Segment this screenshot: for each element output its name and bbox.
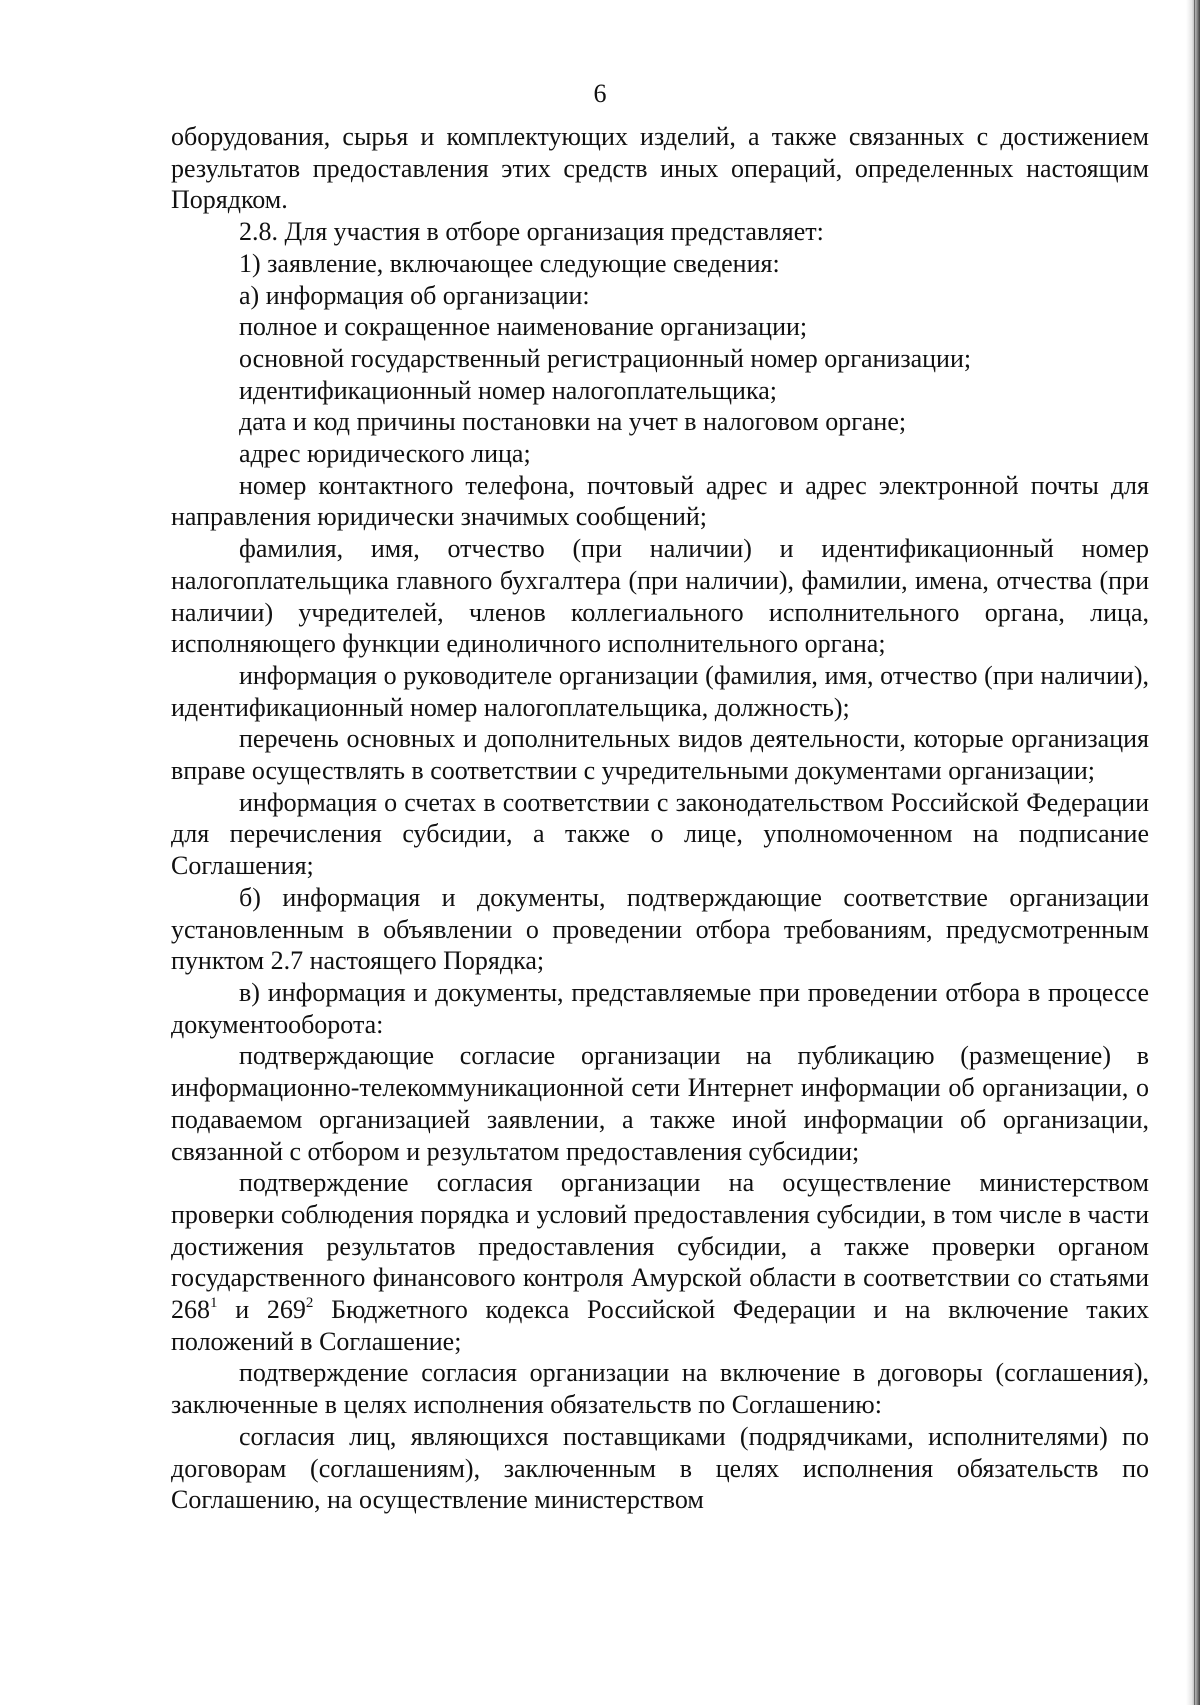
scan-edge-shadow: [1186, 0, 1200, 1705]
paragraph-kpp: дата и код причины постановки на учет в налоговом органе;: [239, 407, 907, 437]
paragraph-org-name: полное и сокращенное наименование организации;: [239, 312, 808, 342]
paragraph-item-v: в) информация и документы, представляемые при проведении отбора в процессе документооборота:: [171, 977, 1149, 1039]
paragraph-chief-accountant: фамилия, имя, отчество (при наличии) и идентификационный номер налогоплательщика главного бухгалтера (при наличии), фамилии, имена, отчества (при наличии) учредителей, членов коллегиального исполнительного органа, лица, исполняющего функции единоличного исполнительного органа;: [171, 534, 1149, 659]
paragraph-director-info: информация о руководителе организации (фамилия, имя, отчество (при наличии), идентификационный номер налогоплательщика, должность);: [171, 660, 1149, 722]
paragraph-item-1: 1) заявление, включающее следующие сведения:: [239, 248, 780, 278]
paragraph-activities: перечень основных и дополнительных видов деятельности, которые организация вправе осуществлять в соответствии с учредительными документами организации;: [171, 724, 1149, 786]
paragraph-item-a: а) информация об организации:: [239, 280, 590, 310]
paragraph-publication-consent: подтверждающие согласие организации на публикацию (размещение) в информационно-телекоммуникационной сети Интернет информации об организации, о подаваемом организацией заявлении, а также иной информации об организации, связанной с отбором и результатом предоставления субсидии;: [171, 1041, 1149, 1166]
superscript-2: 2: [305, 1295, 314, 1312]
paragraph-legal-address: адрес юридического лица;: [239, 439, 531, 469]
page-number: 6: [593, 79, 607, 108]
inspection-text-middle: и 269: [217, 1295, 306, 1325]
paragraph-continuation: оборудования, сырья и комплектующих изделий, а также связанных с достижением результатов предоставления этих средств иных операций, определенных настоящим Порядком.: [171, 122, 1149, 215]
paragraph-contracts-consent: подтверждение согласия организации на включение в договоры (соглашения), заключенные в целях исполнения обязательств по Соглашению:: [171, 1358, 1149, 1420]
superscript-1: 1: [210, 1295, 218, 1312]
paragraph-inn: идентификационный номер налогоплательщика;: [239, 375, 777, 405]
paragraph-inspection-consent: [171, 1167, 1149, 1357]
paragraph-clause-2-8: 2.8. Для участия в отборе организация представляет:: [239, 217, 824, 247]
scan-edge-line: [1194, 0, 1195, 1705]
paragraph-contacts: номер контактного телефона, почтовый адрес и адрес электронной почты для направления юридически значимых сообщений;: [171, 470, 1149, 532]
paragraph-ogrn: основной государственный регистрационный номер организации;: [239, 343, 972, 373]
document-body: [171, 121, 1149, 1516]
paragraph-item-b: б) информация и документы, подтверждающие соответствие организации установленным в объявлении о проведении отбора требованиям, предусмотренным пунктом 2.7 настоящего Порядка;: [171, 882, 1149, 976]
paragraph-suppliers-consent: согласия лиц, являющихся поставщиками (подрядчиками, исполнителями) по договорам (соглашениям), заключенным в целях исполнения обязательств по Соглашению, на осуществление министерством: [171, 1421, 1149, 1515]
paragraph-accounts: информация о счетах в соответствии с законодательством Российской Федерации для перечисления субсидии, а также о лице, уполномоченном на подписание Соглашения;: [171, 787, 1149, 881]
inspection-text-after: Бюджетного кодекса Российской Федерации и на включение таких положений в Соглашение;: [171, 1295, 1149, 1356]
inspection-text-before: подтверждение согласия организации на осуществление министерством проверки соблюдения порядка и условий предоставления субсидии, в том числе в части достижения результатов предоставления субсидии, а также проверки органом государственного финансового контроля Амурской области в соответствии со статьями 268: [171, 1168, 1149, 1325]
